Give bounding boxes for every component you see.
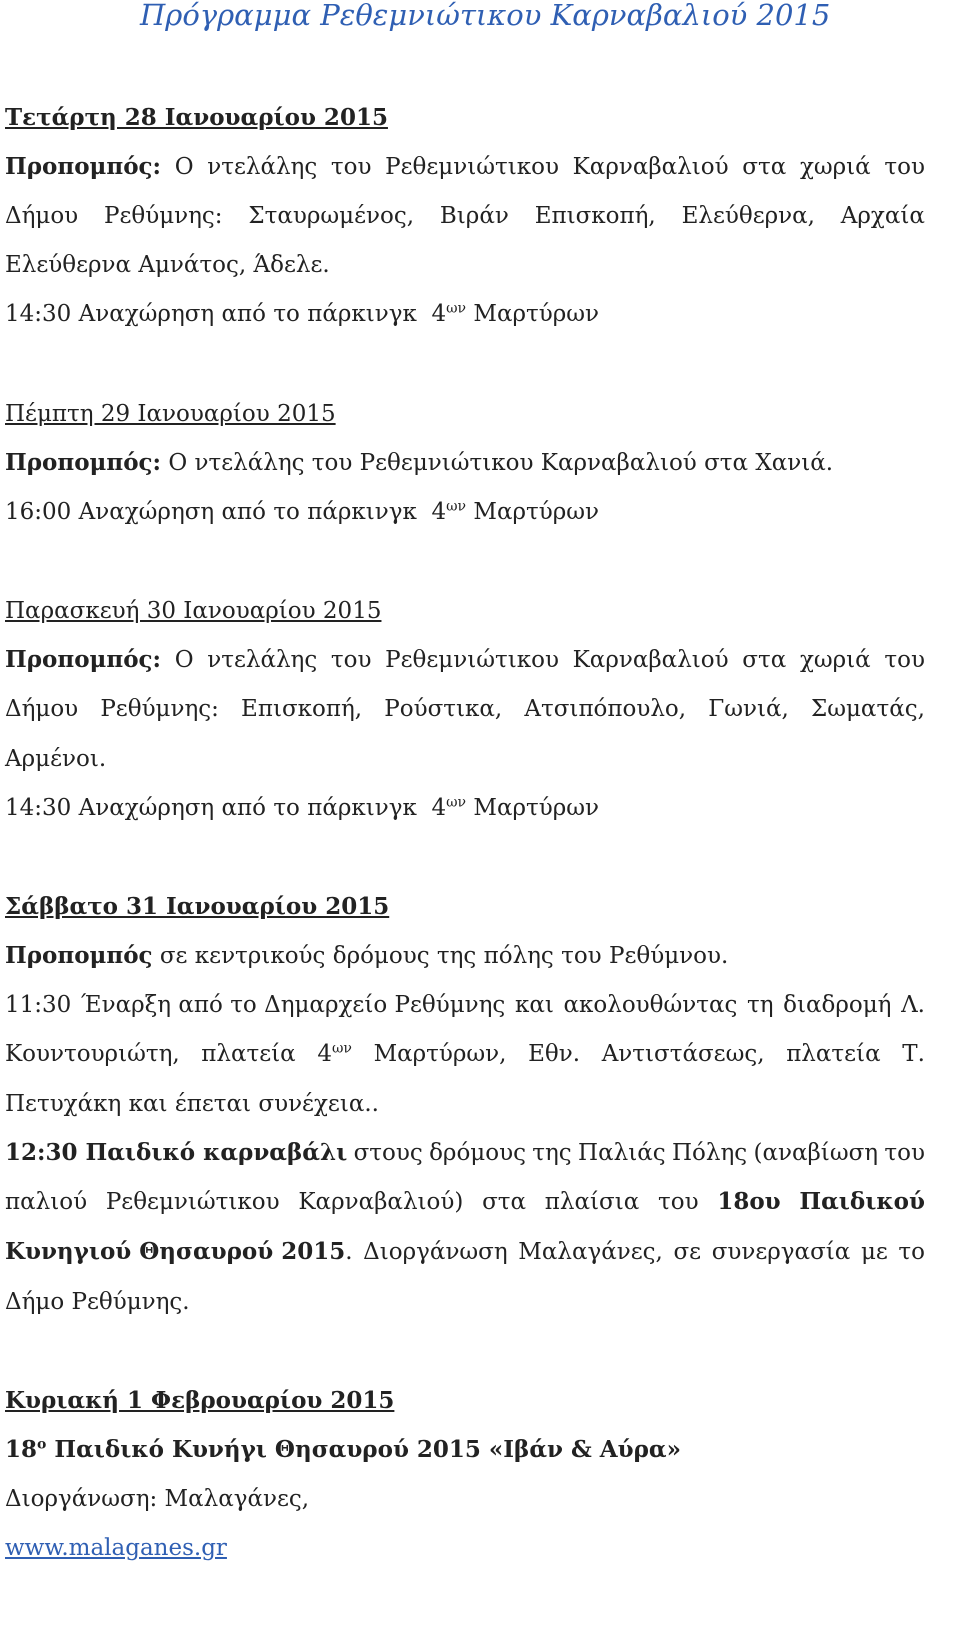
day3-departure: 14:30 Αναχώρηση από το πάρκινγκ $4^{\omega\nu}$ Μαρτύρων	[5, 794, 599, 821]
day4-start-line: 11:30 Έναρξη από το Δημαρχείο Ρεθύμνης και ακολουθώντας τη διαδρομή Λ.	[5, 992, 925, 1018]
day4-kids-carnival-line: 12:30 Παιδικό καρναβάλι στους δρόμους της Παλιάς Πόλης (αναβίωση του	[5, 1139, 925, 1166]
day2-herald-line: Προπομπός: Ο ντελάλης του Ρεθεμνιώτικου Καρναβαλιού στα Χανιά.	[5, 449, 834, 476]
day-heading-sunday: Κυριακή 1 Φεβρουαρίου 2015	[5, 1387, 395, 1414]
day4-kids-carnival-line2: παλιού Ρεθεμνιώτικου Καρναβαλιού) στα πλαίσια του 18ου Παιδικού	[5, 1188, 925, 1215]
day-heading-saturday: Σάββατο 31 Ιανουαρίου 2015	[5, 893, 390, 920]
day4-route-end: Πετυχάκη και έπεται συνέχεια..	[5, 1091, 379, 1117]
day-heading-wednesday: Τετάρτη 28 Ιανουαρίου 2015	[5, 104, 388, 131]
day-heading-friday: Παρασκευή 30 Ιανουαρίου 2015	[5, 598, 382, 624]
malaganes-link-row	[5, 1534, 925, 1562]
day3-villages-line: Δήμου Ρεθύμνης: Επισκοπή, Ρούστικα, Ατσιπόπουλο, Γωνιά, Σωματάς,	[5, 696, 925, 722]
day4-kids-carnival-line3: Κυνηγιού Θησαυρού 2015. Διοργάνωση Μαλαγάνες, σε συνεργασία με το	[5, 1238, 925, 1265]
day1-villages-end: Ελεύθερνα Αμνάτος, Άδελε.	[5, 252, 330, 278]
herald-label: Προπομπός:	[5, 153, 162, 180]
day1-villages-line: Δήμου Ρεθύμνης: Σταυρωμένος, Βιράν Επισκοπή, Ελεύθερνα, Αρχαία	[5, 203, 925, 229]
day2-departure: 16:00 Αναχώρηση από το πάρκινγκ $4^{\omega\nu}$ Μαρτύρων	[5, 498, 599, 525]
day1-departure: 14:30 Αναχώρηση από το πάρκινγκ $4^{\omega\nu}$ Μαρτύρων	[5, 300, 599, 327]
day5-organizer: Διοργάνωση: Μαλαγάνες,	[5, 1486, 310, 1512]
day3-villages-end: Αρμένοι.	[5, 746, 107, 772]
day4-kids-carnival-end: Δήμο Ρεθύμνης.	[5, 1289, 190, 1315]
day5-treasure-hunt: $18^o$ Παιδικό Κυνήγι Θησαυρού 2015 «Ιβάν & Αύρα»	[5, 1436, 681, 1463]
malaganes-website-link[interactable]: www.malaganes.gr	[5, 1535, 227, 1561]
page-title: Πρόγραμμα Ρεθεμνιώτικου Καρναβαλιού 2015	[140, 0, 831, 32]
day1-herald-line: Προπομπός: Ο ντελάλης του Ρεθεμνιώτικου Καρναβαλιού στα χωριά του	[5, 153, 925, 180]
day-heading-thursday: Πέμπτη 29 Ιανουαρίου 2015	[5, 401, 336, 427]
day3-herald-line: Προπομπός: Ο ντελάλης του Ρεθεμνιώτικου Καρναβαλιού στα χωριά του	[5, 646, 925, 673]
day4-herald-line: Προπομπός σε κεντρικούς δρόμους της πόλης του Ρεθύμνου.	[5, 942, 729, 969]
day4-route-line: Κουντουριώτη, πλατεία $4^{\omega\nu}$ Μαρτύρων, Εθν. Αντιστάσεως, πλατεία Τ.	[5, 1040, 925, 1067]
